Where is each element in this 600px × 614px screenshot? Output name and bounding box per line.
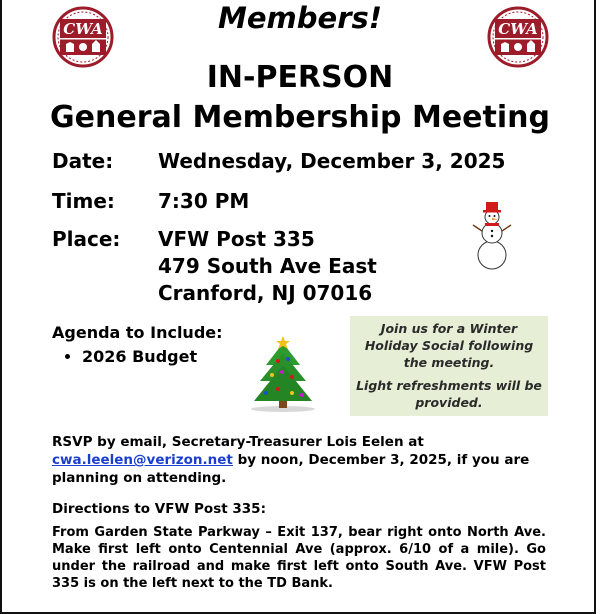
place-line: Cranford, NJ 07016 <box>158 281 373 305</box>
place-label: Place: <box>52 227 121 251</box>
agenda-section <box>52 322 223 368</box>
snowman-icon <box>470 200 514 272</box>
headline-general-meeting: General Membership Meeting <box>50 100 550 135</box>
date-label: Date: <box>52 149 114 173</box>
rsvp-prefix: RSVP by email, Secretary-Treasurer Lois Eelen at <box>52 434 424 450</box>
rsvp-email-link[interactable]: cwa.leelen@verizon.net <box>52 452 233 468</box>
place-address <box>158 226 377 307</box>
rsvp-paragraph <box>52 433 552 487</box>
rsvp-suffix: by noon, December 3, 2025, if you are planning on attending. <box>52 452 530 486</box>
headline-members: Members! <box>218 1 382 35</box>
logo-text: CWA <box>63 20 103 38</box>
directions-title: Directions to VFW Post 335: <box>52 501 266 517</box>
agenda-list <box>52 346 223 368</box>
agenda-title: Agenda to Include: <box>52 323 223 342</box>
logo-text: CWA <box>498 20 538 38</box>
date-value: Wednesday, December 3, 2025 <box>158 149 506 173</box>
social-refreshments-text: Light refreshments will be provided. <box>356 378 542 410</box>
time-label: Time: <box>52 189 115 213</box>
headline-in-person: IN-PERSON <box>206 60 394 95</box>
social-invite-text: Join us for a Winter Holiday Social following the meeting. <box>364 321 534 370</box>
time-value: 7:30 PM <box>158 189 250 213</box>
holiday-social-box <box>350 316 548 416</box>
christmas-tree-icon <box>248 335 318 413</box>
directions-text: From Garden State Parkway – Exit 137, bear right onto North Ave. Make first left onto Centennial Ave (approx. 6/10 of a mile). Go under the railroad and make first left onto South Ave. VFW Post 335 is on the left next to the TD Bank. <box>52 525 546 591</box>
place-line: 479 South Ave East <box>158 254 377 278</box>
agenda-item: • 2026 Budget <box>82 346 223 368</box>
place-line: VFW Post 335 <box>158 227 315 251</box>
